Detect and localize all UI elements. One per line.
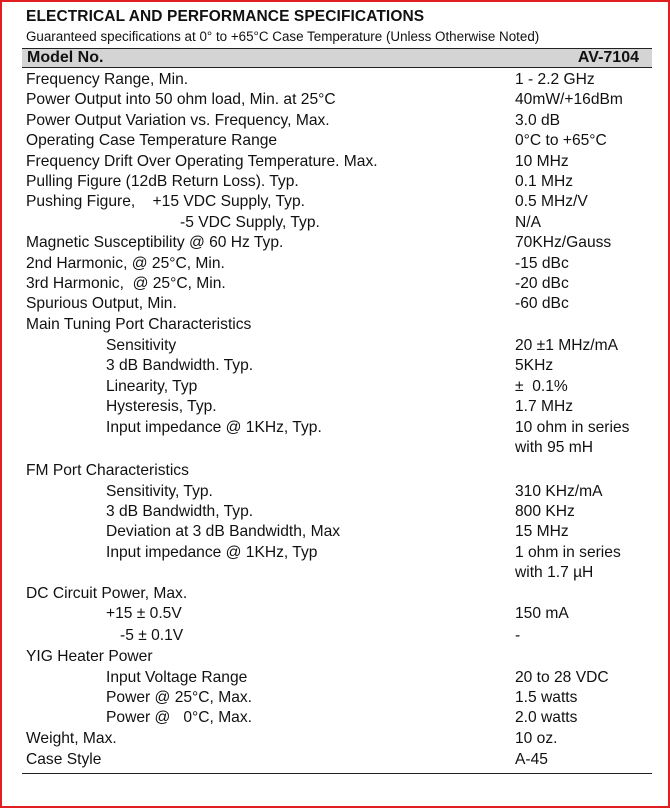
spec-parameter: Pulling Figure (12dB Return Loss). Typ.: [26, 173, 299, 190]
spec-row: [2, 233, 670, 253]
spec-value: A-45: [515, 751, 548, 768]
spec-parameter: Magnetic Susceptibility @ 60 Hz Typ.: [26, 234, 284, 251]
spec-parameter: Input impedance @ 1KHz, Typ: [106, 544, 318, 561]
spec-row: [2, 111, 670, 131]
spec-row: [2, 604, 670, 624]
spec-value: 1 ohm in series: [515, 544, 621, 561]
spec-value: 70KHz/Gauss: [515, 234, 612, 251]
spec-value: 20 ±1 MHz/mA: [515, 337, 619, 354]
model-header-bar: [22, 48, 652, 68]
spec-row: [2, 438, 670, 458]
spec-parameter: Power Output Variation vs. Frequency, Max.: [26, 112, 330, 129]
spec-value: 1 - 2.2 GHz: [515, 71, 595, 88]
spec-parameter: -5 VDC Supply, Typ.: [180, 214, 320, 231]
spec-row: [2, 315, 670, 335]
spec-value: -: [515, 627, 521, 644]
spec-value: 0.5 MHz/V: [515, 193, 588, 210]
spec-parameter: Sensitivity: [106, 337, 177, 354]
spec-parameter: Deviation at 3 dB Bandwidth, Max: [106, 523, 341, 540]
spec-value: 1.5 watts: [515, 689, 578, 706]
spec-value: 2.0 watts: [515, 709, 578, 726]
spec-row: [2, 708, 670, 728]
spec-parameter: FM Port Characteristics: [26, 462, 189, 479]
spec-value: 310 KHz/mA: [515, 483, 603, 500]
spec-row: [2, 418, 670, 438]
spec-row: [2, 172, 670, 192]
spec-parameter: Power Output into 50 ohm load, Min. at 25°C: [26, 91, 336, 108]
spec-row: [2, 563, 670, 583]
spec-row: [2, 688, 670, 708]
spec-value: 800 KHz: [515, 503, 575, 520]
spec-row: [2, 626, 670, 646]
spec-row: [2, 192, 670, 212]
spec-parameter: Operating Case Temperature Range: [26, 132, 278, 149]
spec-parameter: 3 dB Bandwidth. Typ.: [106, 357, 254, 374]
model-label: Model No.: [27, 49, 104, 66]
spec-value: 0.1 MHz: [515, 173, 574, 190]
spec-row: [2, 522, 670, 542]
spec-row: [2, 647, 670, 667]
spec-row: [2, 356, 670, 376]
spec-row: [2, 729, 670, 749]
spec-row: [2, 336, 670, 356]
spec-parameter: Spurious Output, Min.: [26, 295, 177, 312]
spec-parameter: Hysteresis, Typ.: [106, 398, 217, 415]
spec-parameter: Linearity, Typ: [106, 378, 198, 395]
spec-row: [2, 131, 670, 151]
spec-row: [2, 152, 670, 172]
spec-row: [2, 70, 670, 90]
spec-row: [2, 377, 670, 397]
spec-row: [2, 90, 670, 110]
spec-row: [2, 254, 670, 274]
spec-value: -15 dBc: [515, 255, 569, 272]
spec-value: 1.7 MHz: [515, 398, 574, 415]
spec-parameter: Pushing Figure, +15 VDC Supply, Typ.: [26, 193, 305, 210]
spec-parameter: 2nd Harmonic, @ 25°C, Min.: [26, 255, 225, 272]
spec-parameter: +15 ± 0.5V: [106, 605, 182, 622]
spec-parameter: -5 ± 0.1V: [120, 627, 184, 644]
spec-row: [2, 584, 670, 604]
spec-subtitle: Guaranteed specifications at 0° to +65°C Case Temperature (Unless Otherwise Noted): [26, 29, 540, 44]
spec-row: [2, 294, 670, 314]
spec-value: with 1.7 µH: [515, 564, 594, 581]
spec-value: ± 0.1%: [515, 378, 568, 395]
spec-row: [2, 750, 670, 770]
spec-value: 20 to 28 VDC: [515, 669, 609, 686]
spec-title: ELECTRICAL AND PERFORMANCE SPECIFICATIONS: [26, 8, 425, 25]
spec-value: -60 dBc: [515, 295, 569, 312]
spec-parameter: Main Tuning Port Characteristics: [26, 316, 252, 333]
spec-row: [2, 668, 670, 688]
spec-value: 150 mA: [515, 605, 569, 622]
spec-parameter: Power @ 25°C, Max.: [106, 689, 252, 706]
spec-row: [2, 213, 670, 233]
spec-parameter: Weight, Max.: [26, 730, 117, 747]
spec-parameter: 3 dB Bandwidth, Typ.: [106, 503, 254, 520]
spec-value: 0°C to +65°C: [515, 132, 607, 149]
spec-parameter: Input Voltage Range: [106, 669, 248, 686]
spec-parameter: 3rd Harmonic, @ 25°C, Min.: [26, 275, 226, 292]
spec-value: 10 oz.: [515, 730, 558, 747]
spec-parameter: Power @ 0°C, Max.: [106, 709, 252, 726]
spec-parameter: YIG Heater Power: [26, 648, 153, 665]
spec-value: 3.0 dB: [515, 112, 561, 129]
spec-parameter: Input impedance @ 1KHz, Typ.: [106, 419, 322, 436]
spec-row: [2, 274, 670, 294]
spec-parameter: Frequency Range, Min.: [26, 71, 189, 88]
spec-value: 40mW/+16dBm: [515, 91, 623, 108]
spec-row: [2, 397, 670, 417]
spec-row: [2, 482, 670, 502]
spec-row: [2, 543, 670, 563]
spec-value: -20 dBc: [515, 275, 569, 292]
spec-value: 10 ohm in series: [515, 419, 630, 436]
spec-value: N/A: [515, 214, 541, 231]
spec-row: [2, 461, 670, 481]
spec-parameter: Frequency Drift Over Operating Temperature. Max.: [26, 153, 378, 170]
spec-value: 5KHz: [515, 357, 554, 374]
table-bottom-rule: [22, 773, 652, 774]
spec-parameter: DC Circuit Power, Max.: [26, 585, 188, 602]
spec-parameter: Case Style: [26, 751, 102, 768]
spec-value: with 95 mH: [515, 439, 593, 456]
spec-value: 10 MHz: [515, 153, 569, 170]
spec-value: 15 MHz: [515, 523, 569, 540]
spec-row: [2, 502, 670, 522]
spec-parameter: Sensitivity, Typ.: [106, 483, 213, 500]
model-number: AV-7104: [577, 49, 639, 66]
